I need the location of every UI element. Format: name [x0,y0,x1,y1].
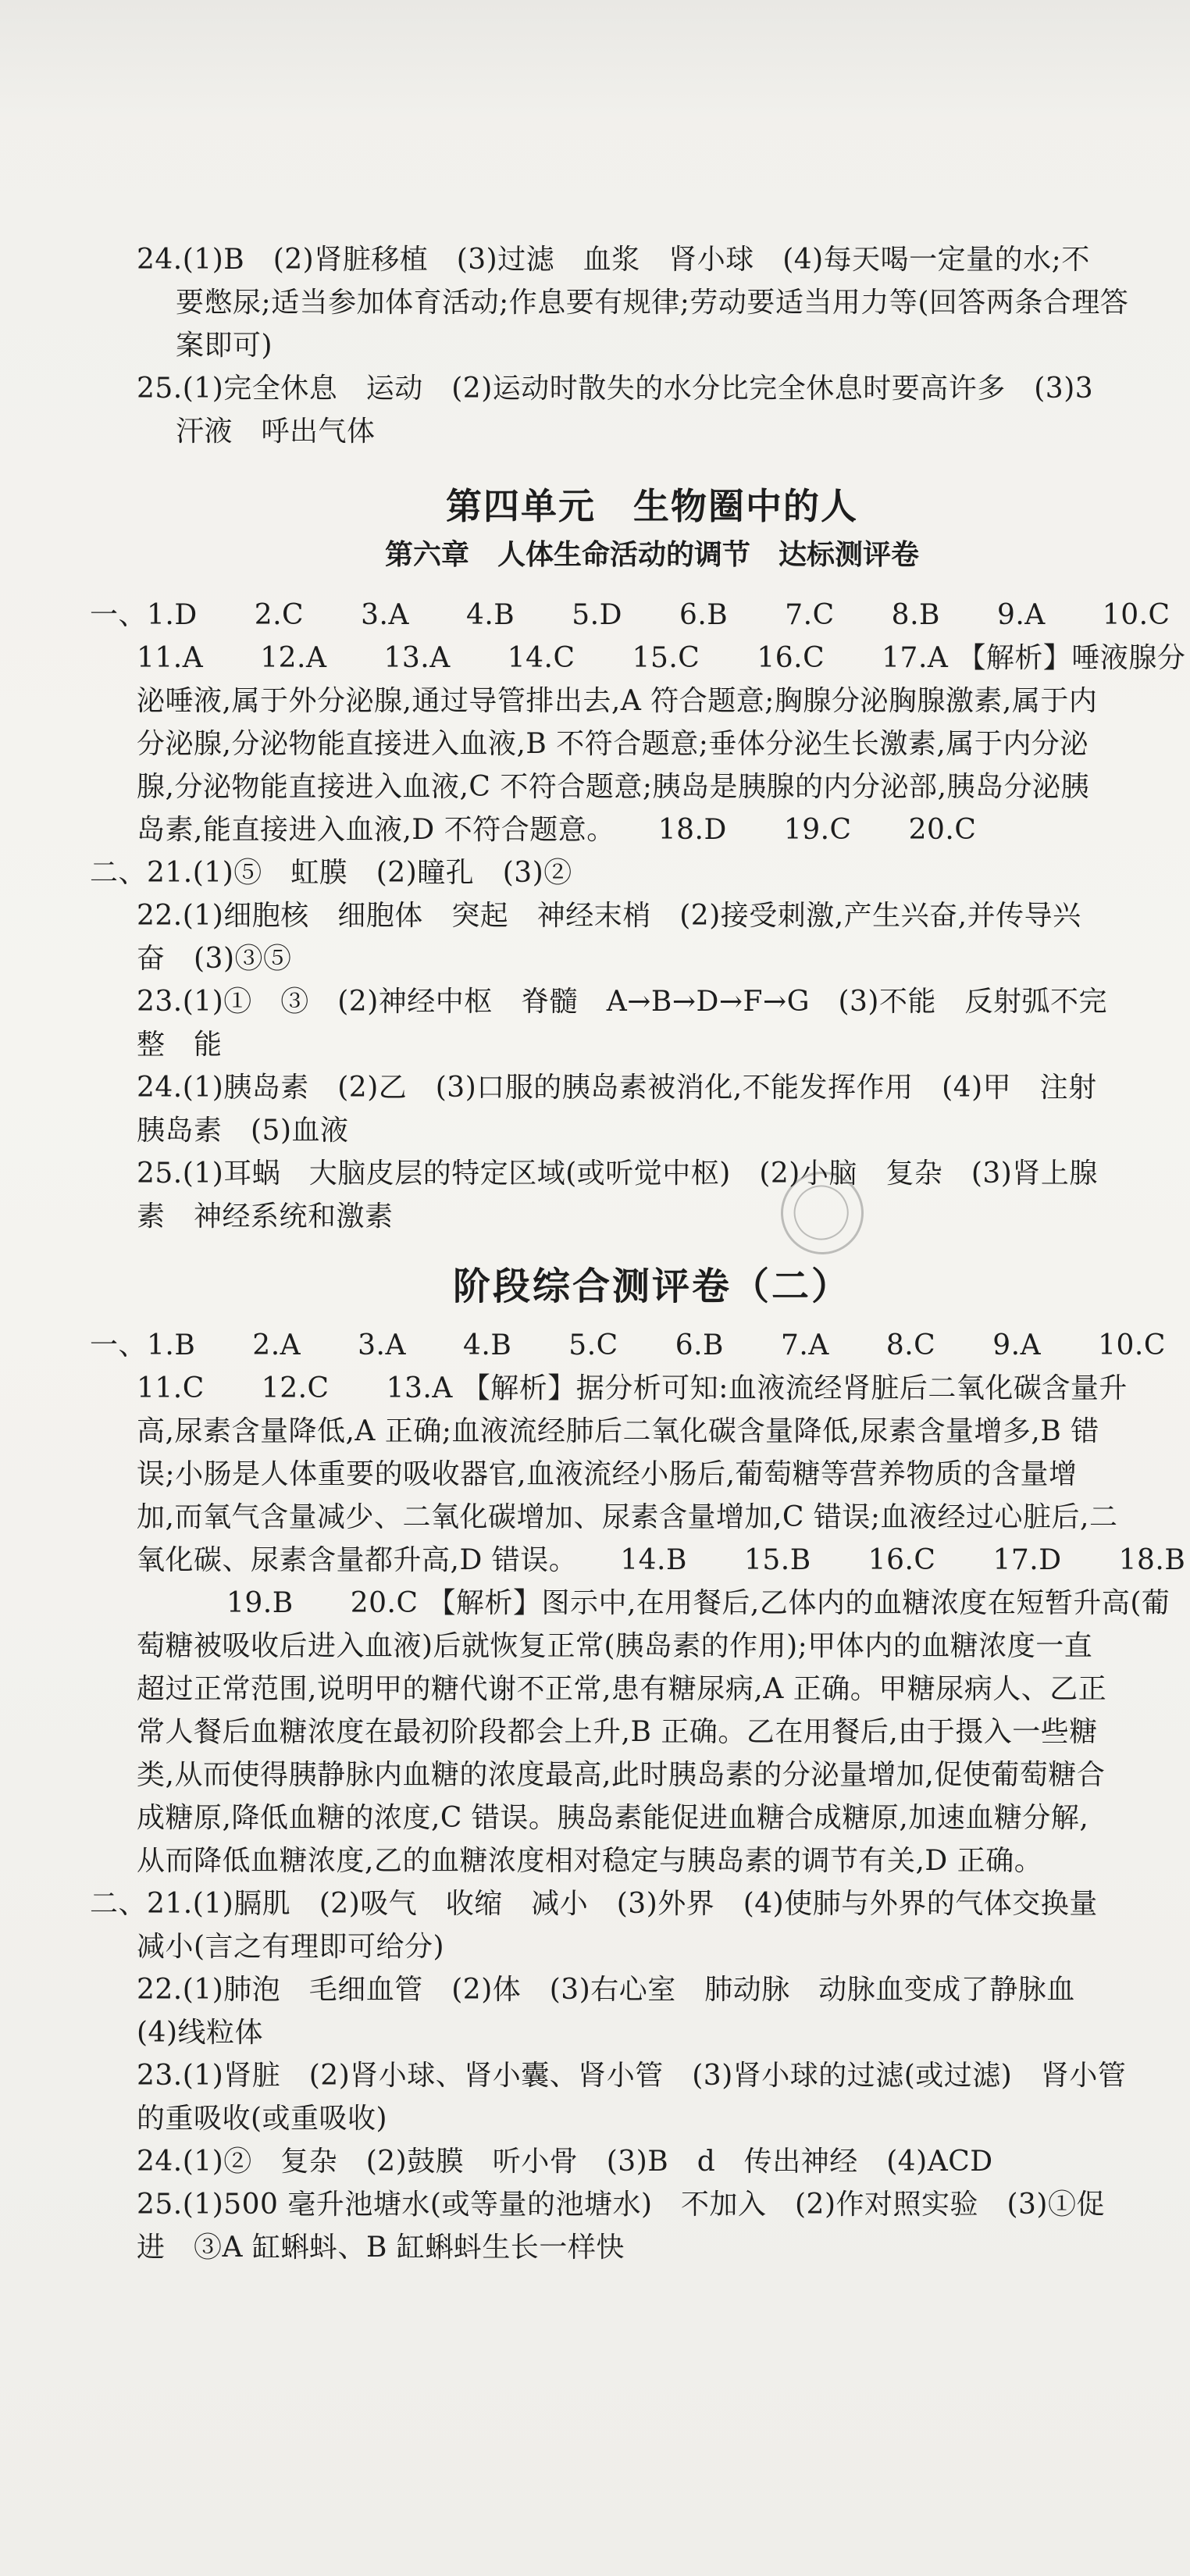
answer-line: 二、21.(1)⑤ 虹膜 (2)瞳孔 (3)② [90,857,572,889]
answer-line: 腺,分泌物能直接进入血液,C 不符合题意;胰岛是胰腺的内分泌部,胰岛分泌胰 [137,771,1089,803]
answer-line: 要憋尿;适当参加体育活动;作息要有规律;劳动要适当用力等(回答两条合理答 [176,287,1129,319]
answer-line: 的重吸收(或重吸收) [137,2103,388,2135]
answer-line: 从而降低血糖浓度,乙的血糖浓度相对稳定与胰岛素的调节有关,D 正确。 [137,1845,1043,1877]
answer-line: 11.C 12.C 13.A 【解析】据分析可知:血液流经肾脏后二氧化碳含量升 [137,1372,1128,1404]
answer-line: 常人餐后血糖浓度在最初阶段都会上升,B 正确。乙在用餐后,由于摄入一些糖 [137,1716,1098,1748]
answer-line: 25.(1)完全休息 运动 (2)运动时散失的水分比完全休息时要高许多 (3)3 [137,373,1094,405]
answer-line: 25.(1)500 毫升池塘水(或等量的池塘水) 不加入 (2)作对照实验 (3)①促 [137,2189,1105,2221]
answer-line: 25.(1)耳蜗 大脑皮层的特定区域(或听觉中枢) (2)小脑 复杂 (3)肾上腺 [137,1158,1098,1190]
unit-title: 第四单元 生物圈中的人 [446,485,858,527]
answer-content [90,238,1186,2269]
answer-line: 23.(1)肾脏 (2)肾小球、肾小囊、肾小管 (3)肾小球的过滤(或过滤) 肾小管 [137,2060,1127,2092]
answer-line: 岛素,能直接进入血液,D 不符合题意。 18.D 19.C 20.C [137,814,977,846]
chapter-title: 第六章 人体生命活动的调节 达标测评卷 [384,539,919,571]
answer-line: 素 神经系统和激素 [137,1201,394,1233]
answer-line: 23.(1)① ③ (2)神经中枢 脊髓 A→B→D→F→G (3)不能 反射弧不完 [137,986,1107,1018]
answer-line: 超过正常范围,说明甲的糖代谢不正常,患有糖尿病,A 正确。甲糖尿病人、乙正 [137,1673,1107,1705]
answer-line: 进 ③A 缸蝌蚪、B 缸蝌蚪生长一样快 [137,2232,625,2264]
answer-line: 泌唾液,属于外分泌腺,通过导管排出去,A 符合题意;胸腺分泌胸腺激素,属于内 [137,685,1098,717]
stage-title: 阶段综合测评卷（二） [452,1265,851,1308]
answer-line: 氧化碳、尿素含量都升高,D 错误。 14.B 15.B 16.C 17.D 18.B [137,1544,1186,1576]
answer-line: 萄糖被吸收后进入血液)后就恢复正常(胰岛素的作用);甲体内的血糖浓度一直 [137,1630,1093,1662]
answer-line: 奋 (3)③⑤ [137,943,292,975]
answer-line: (4)线粒体 [137,2017,263,2049]
answer-line: 误;小肠是人体重要的吸收器官,血液流经小肠后,葡萄糖等营养物质的含量增 [137,1458,1078,1490]
answer-line: 24.(1)B (2)肾脏移植 (3)过滤 血浆 肾小球 (4)每天喝一定量的水;不 [137,244,1090,276]
answer-line: 分泌腺,分泌物能直接进入血液,B 不符合题意;垂体分泌生长激素,属于内分泌 [137,728,1088,760]
answer-line: 类,从而使得胰静脉内血糖的浓度最高,此时胰岛素的分泌量增加,促使葡萄糖合 [137,1759,1106,1791]
answer-line: 11.A 12.A 13.A 14.C 15.C 16.C 17.A 【解析】唾液腺分 [137,642,1186,674]
answer-line: 整 能 [137,1029,223,1061]
answer-line: 22.(1)细胞核 细胞体 突起 神经末梢 (2)接受刺激,产生兴奋,并传导兴 [137,900,1081,932]
answer-line: 一、1.B 2.A 3.A 4.B 5.C 6.B 7.A 8.C 9.A 10.C [90,1329,1166,1361]
answer-line: 22.(1)肺泡 毛细血管 (2)体 (3)右心室 肺动脉 动脉血变成了静脉血 [137,1974,1075,2006]
answer-line: 一、1.D 2.C 3.A 4.B 5.D 6.B 7.C 8.B 9.A 10.C [90,599,1170,631]
answer-line: 加,而氧气含量减少、二氧化碳增加、尿素含量增加,C 错误;血液经过心脏后,二 [137,1501,1118,1533]
answer-line: 汗液 呼出气体 [176,416,376,448]
answer-line: 24.(1)胰岛素 (2)乙 (3)口服的胰岛素被消化,不能发挥作用 (4)甲 注射 [137,1072,1097,1104]
answer-line: 高,尿素含量降低,A 正确;血液流经肺后二氧化碳含量降低,尿素含量增多,B 错 [137,1415,1099,1447]
page-top-shadow [0,0,1190,117]
answer-line: 二、21.(1)膈肌 (2)吸气 收缩 减小 (3)外界 (4)使肺与外界的气体交换量 [90,1888,1098,1920]
answer-line: 24.(1)② 复杂 (2)鼓膜 听小骨 (3)B d 传出神经 (4)ACD [137,2146,993,2178]
answer-line: 成糖原,降低血糖的浓度,C 错误。胰岛素能促进血糖合成糖原,加速血糖分解, [137,1802,1089,1834]
answer-line: 胰岛素 (5)血液 [137,1115,349,1147]
answer-line: 减小(言之有理即可给分) [137,1931,445,1963]
answer-line: 案即可) [176,330,273,362]
answer-line: 19.B 20.C 【解析】图示中,在用餐后,乙体内的血糖浓度在短暂升高(葡 [226,1587,1170,1619]
